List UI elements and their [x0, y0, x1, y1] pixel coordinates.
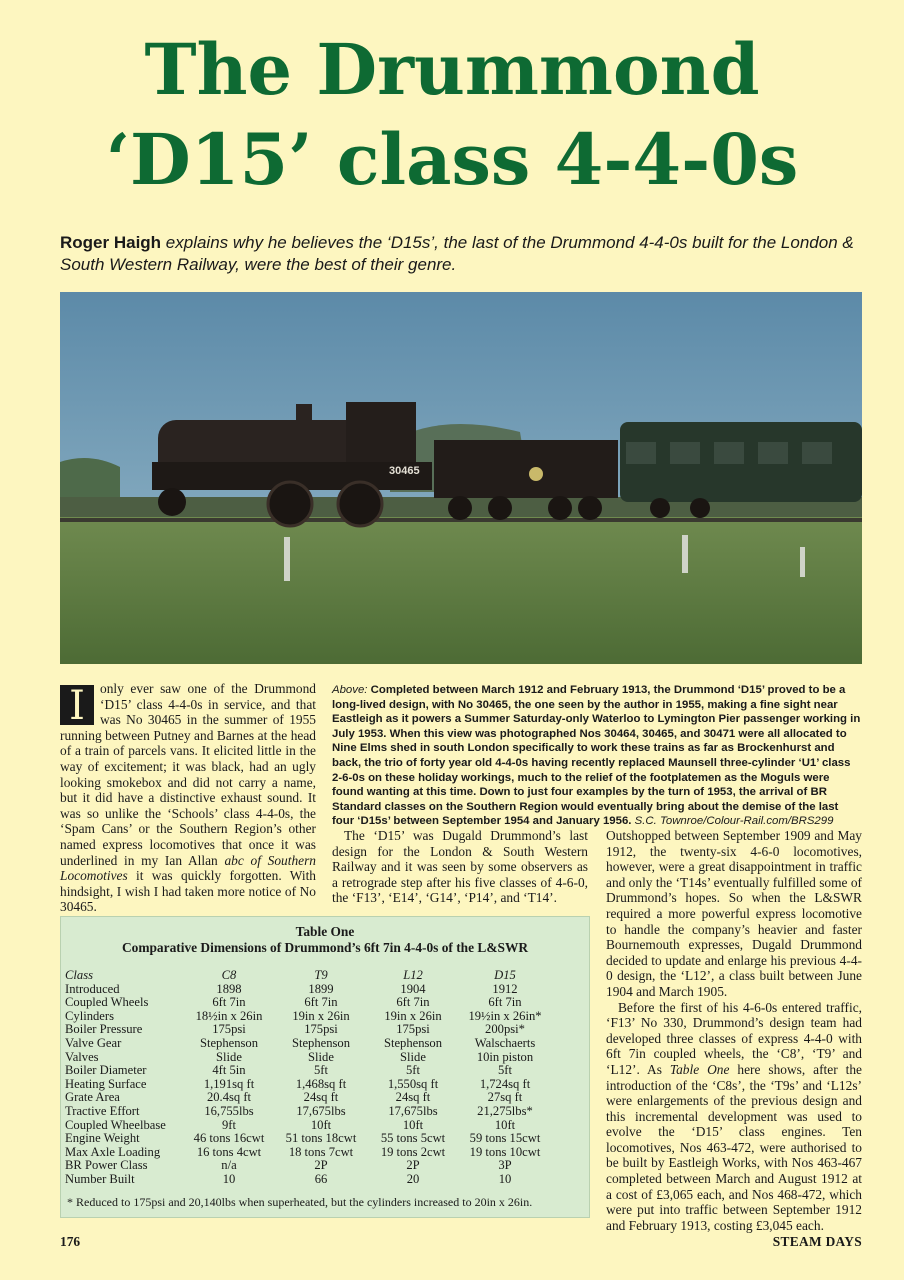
row-label: Coupled Wheels — [65, 995, 149, 1010]
table-cell: 10 — [498, 1171, 512, 1186]
row-label: Introduced — [65, 981, 120, 996]
standfirst-text: explains why he believes the ‘D15s’, the last of the Drummond 4-4-0s built for the London & South Western Railway, were the best of their genre. — [60, 233, 854, 274]
table-cell: 20.4sq ft — [206, 1090, 252, 1105]
comparison-table-box — [60, 916, 590, 1218]
table-cell: 2P — [314, 1158, 328, 1173]
row-label: Engine Weight — [65, 1131, 140, 1146]
table-cell: T9 — [314, 968, 328, 982]
paragraph-1: only ever saw one of the Drummond ‘D15’ class 4-4-0s in service, and that was No 30465 in the summer of 1955 running between Putney and Barnes at the head of a train of parcels vans. It elicited little in the way of excitement; it was black, had an ugly looking smokebox and did not carry a name, but it did have a distinctive exhaust sound. It was so unlike the ‘Schools’ class 4-4-0s, the ‘Spam Cans’ or the Southern Region’s other named express locomotives that once it was underlined in my Ian Allan — [60, 681, 316, 868]
table-cell: 46 tons 16cwt — [193, 1131, 265, 1146]
table-row — [65, 1132, 551, 1146]
body-column-2 — [332, 828, 588, 906]
table-cell: 19in x 26in — [292, 1008, 350, 1023]
photo-illustration — [60, 292, 862, 664]
row-label: Valves — [65, 1049, 99, 1064]
table-cell: 1912 — [492, 981, 518, 996]
row-label: Heating Surface — [65, 1076, 147, 1091]
table-footnote: * Reduced to 175psi and 20,140lbs when superheated, but the cylinders increased to 20in x 26in. — [67, 1195, 533, 1209]
table-cell: Stephenson — [383, 1035, 443, 1050]
table-cell: 17,675lbs — [388, 1103, 438, 1118]
locomotive-number: 30465 — [389, 465, 420, 477]
table-cell: 10 — [222, 1171, 236, 1186]
caption-label: Above: — [332, 684, 368, 696]
table-row — [65, 1037, 551, 1051]
table-cell: 21,275lbs* — [477, 1103, 533, 1118]
table-row — [65, 1146, 551, 1160]
caption-text: Completed between March 1912 and February 1913, the Drummond ‘D15’ proved to be a long-lived design, with No 30465, the one seen by the author in 1955, making a fine sight near Eastleigh as it powers a Summer Saturday-only Waterloo to Lymington Pier passenger working in July 1953. When this view was photographed Nos 30464, 30465, and 30471 were all allocated to Nine Elms shed in south London specifically to work these trains as far as Brockenhurst and back, the trio of forty year old 4-4-0s having recently replaced Maunsell three-cylinder ‘U1’ class 2-6-0s on these holiday workings, much to the relief of the footplatemen as the Moguls were found wanting at this time. Down to just four examples by the turn of 1953, the arrival of BR Standard classes on the Southern Region would eventually bring about the demise of the last four ‘D15s’ between September 1954 and January 1956. — [332, 684, 861, 828]
table-cell: 5ft — [406, 1063, 420, 1078]
table-cell: 200psi* — [485, 1022, 525, 1037]
table-cell: Slide — [400, 1049, 426, 1064]
row-label: Class — [65, 968, 93, 982]
table-cell: 66 — [314, 1171, 328, 1186]
table-cell: 6ft 7in — [396, 995, 430, 1010]
table-cell: Stephenson — [291, 1035, 351, 1050]
table-row — [65, 996, 551, 1010]
table-cell: Stephenson — [199, 1035, 259, 1050]
table-cell: 27sq ft — [487, 1090, 523, 1105]
locomotive-photo — [60, 292, 862, 664]
table-row — [65, 1051, 551, 1065]
table-cell: 18 tons 7cwt — [288, 1144, 354, 1159]
table-cell: 6ft 7in — [488, 995, 522, 1010]
paragraph-2: The ‘D15’ was Dugald Drummond’s last design for the London & South Western Railway and it was seen by some observers as a retrograde step after his five classes of 4-6-0, the ‘F13’, ‘E14’, ‘G14’, ‘P14’, and ‘T14’. — [332, 828, 588, 906]
article-title-line-1: The Drummond — [144, 28, 760, 111]
table-row — [65, 1078, 551, 1092]
table-cell: 20 — [406, 1171, 420, 1186]
table-cell: 59 tons 15cwt — [469, 1131, 541, 1146]
table-header-row — [65, 969, 551, 983]
table-cell: 175psi — [212, 1022, 246, 1037]
table-title: Table One — [295, 924, 355, 939]
book-title: abc of Southern Locomotives — [60, 852, 316, 884]
page-number: 176 — [60, 1234, 81, 1249]
row-label: Valve Gear — [65, 1035, 122, 1050]
table-cell: 1,724sq ft — [479, 1076, 531, 1091]
table-row — [65, 1159, 551, 1173]
table-cell: 19 tons 10cwt — [469, 1144, 541, 1159]
table-cell: 17,675lbs — [296, 1103, 346, 1118]
table-cell: 175psi — [304, 1022, 338, 1037]
table-row — [65, 1010, 551, 1024]
table-cell: 10ft — [402, 1117, 424, 1132]
table-cell: D15 — [494, 968, 516, 982]
table-cell: 2P — [406, 1158, 420, 1173]
table-row — [65, 1091, 551, 1105]
table-cell: Walschaerts — [474, 1035, 536, 1050]
table-cell: 9ft — [222, 1117, 236, 1132]
drop-cap: I — [60, 685, 94, 725]
table-cell: 1,468sq ft — [295, 1076, 347, 1091]
table-cell: 175psi — [396, 1022, 430, 1037]
magazine-name: STEAM DAYS — [772, 1234, 862, 1249]
table-cell: n/a — [221, 1158, 237, 1173]
table-cell: Slide — [308, 1049, 334, 1064]
article-title-line-2: ‘D15’ class 4-4-0s — [105, 118, 799, 201]
table-cell: 18½in x 26in — [195, 1008, 263, 1023]
paragraph-1-end: it was quickly forgotten. With hindsight, I wish I had taken more notice of No 30465. — [60, 868, 316, 915]
table-subtitle: Comparative Dimensions of Drummond’s 6ft 7in 4-4-0s of the L&SWR — [121, 940, 529, 955]
body-column-1 — [60, 681, 316, 915]
table-row — [65, 1023, 551, 1037]
table-row — [65, 1173, 551, 1187]
table-cell: 6ft 7in — [304, 995, 338, 1010]
paragraph-3: Outshopped between September 1909 and May 1912, the twenty-six 4-6-0 locomotives, however, were a great disappointment in traffic and only the ‘T14s’ eventually fulfilled some of Drummond’s hopes. So when the L&SWR required a more powerful express locomotive to handle the company’s heavier and faster Bournemouth expresses, Dugald Drummond decided to update and enlarge his previous 4-4-0 design, the ‘L12’, a class built between June 1904 and March 1905. — [606, 828, 862, 999]
table-cell: 1898 — [216, 981, 242, 996]
dimensions-table — [65, 969, 551, 1187]
table-cell: 16,755lbs — [204, 1103, 254, 1118]
table-cell: 1904 — [400, 981, 426, 996]
standfirst — [60, 232, 860, 276]
table-cell: 1,550sq ft — [387, 1076, 439, 1091]
author-name: Roger Haigh — [60, 233, 162, 252]
table-row — [65, 1064, 551, 1078]
br-emblem-icon — [529, 467, 543, 481]
table-row — [65, 1119, 551, 1133]
table-cell: C8 — [221, 968, 237, 982]
table-cell: 24sq ft — [303, 1090, 339, 1105]
table-cell: 24sq ft — [395, 1090, 431, 1105]
table-cell: 10in piston — [476, 1049, 534, 1064]
photo-credit: S.C. Townroe/Colour-Rail.com/BRS299 — [631, 815, 834, 828]
paragraph-4-end: here shows, after the introduction of the ‘C8s’, the ‘T9s’ and ‘L12s’ were enlargements of the previous design and this incremental development was used to evolve the ‘D15’ class engines. Ten locomotives, Nos 463-472, were authorised to be built by Eastleigh Works, with Nos 463-467 completed between March and August 1912 at a cost of £3,065 each, and Nos 468-472, which were put into traffic between September 1912 and February 1913, costing £3,045 each. — [606, 1061, 862, 1233]
table-cell: 19in x 26in — [384, 1008, 442, 1023]
paragraph-4 — [606, 1000, 862, 1234]
table-reference: Table One — [669, 1061, 730, 1077]
body-column-3 — [606, 828, 862, 1233]
table-cell: 4ft 5in — [212, 1063, 246, 1078]
table-cell: 10ft — [494, 1117, 516, 1132]
row-label: Tractive Effort — [65, 1103, 140, 1118]
row-label: Coupled Wheelbase — [65, 1117, 166, 1132]
row-label: Number Built — [65, 1171, 135, 1186]
table-cell: 6ft 7in — [212, 995, 246, 1010]
table-cell: 5ft — [314, 1063, 328, 1078]
table-cell: 5ft — [498, 1063, 512, 1078]
table-cell: 16 tons 4cwt — [196, 1144, 262, 1159]
row-label: Boiler Pressure — [65, 1022, 143, 1037]
table-row — [65, 1105, 551, 1119]
table-cell: 19 tons 2cwt — [380, 1144, 446, 1159]
row-label: Cylinders — [65, 1008, 114, 1023]
photo-caption — [332, 683, 862, 829]
table-row — [65, 983, 551, 997]
row-label: BR Power Class — [65, 1158, 148, 1173]
table-cell: 55 tons 5cwt — [380, 1131, 446, 1146]
table-cell: 1899 — [308, 981, 334, 996]
table-cell: 3P — [498, 1158, 512, 1173]
table-cell: 19½in x 26in* — [468, 1008, 542, 1023]
table-cell: L12 — [403, 968, 423, 982]
table-cell: 51 tons 18cwt — [285, 1131, 357, 1146]
table-cell: Slide — [216, 1049, 242, 1064]
row-label: Grate Area — [65, 1090, 120, 1105]
locomotive-tender — [434, 440, 618, 498]
table-cell: 10ft — [310, 1117, 332, 1132]
row-label: Boiler Diameter — [65, 1063, 147, 1078]
paragraph-4-start: Before the first of his 4-6-0s entered traffic, ‘F13’ No 330, Drummond’s design team had developed three classes of express 4-4-0 with 6ft 7in coupled wheels, the ‘C8’, ‘T9’ and ‘L12’. As — [606, 999, 862, 1077]
table-cell: 1,191sq ft — [203, 1076, 255, 1091]
row-label: Max Axle Loading — [65, 1144, 161, 1159]
